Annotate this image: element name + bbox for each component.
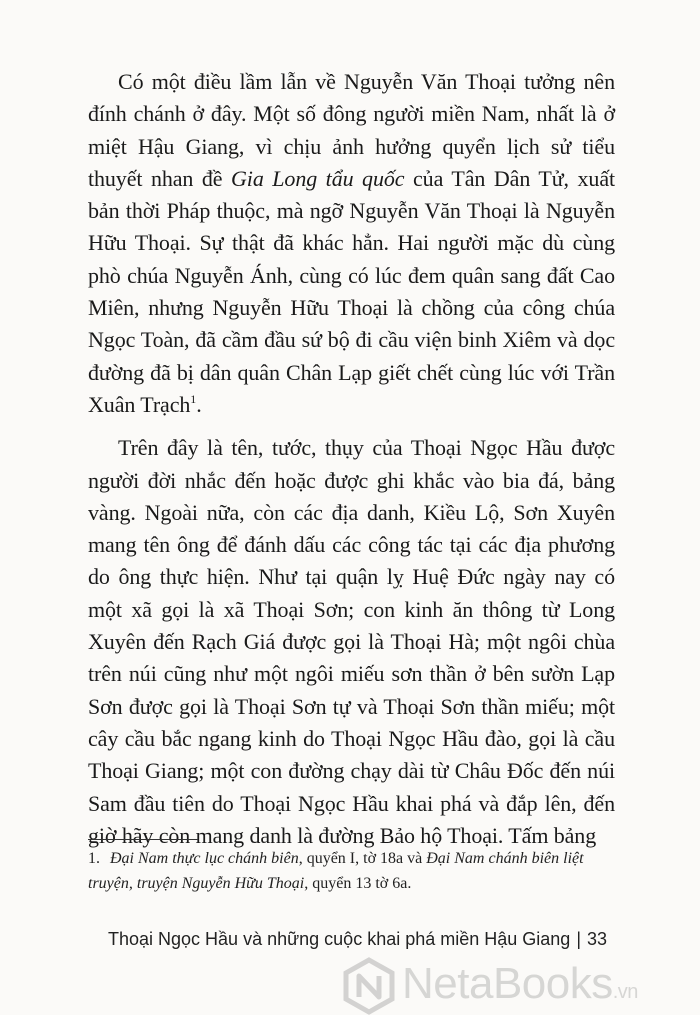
watermark-tld: .vn	[612, 981, 638, 1003]
paragraph-2: Trên đây là tên, tước, thụy của Thoại Ngọc Hầu được người đời nhắc đến hoặc được ghi khắc vào bia đá, bảng vàng. Ngoài nữa, còn các địa danh, Kiều Lộ, Sơn Xuyên mang tên ông để đánh dấu các công tác tại các địa phương do ông thực hiện. Như tại quận lỵ Huệ Đức ngày nay có một xã gọi là xã Thoại Sơn; con kinh ăn thông từ Long Xuyên đến Rạch Giá được gọi là Thoại Hà; một ngôi chùa trên núi cũng như một ngôi miếu sơn thần ở bên sườn Lạp Sơn được gọi là Thoại Sơn tự và Thoại Sơn thần miếu; một cây cầu bắc ngang kinh do Thoại Ngọc Hầu đào, gọi là cầu Thoại Giang; một con đường chạy dài từ Châu Đốc đến núi Sam đầu tiên do Thoại Ngọc Hầu khai phá và đắp lên, đến giờ hãy còn mang danh là đường Bảo hộ Thoại. Tấm bảng	[88, 435, 615, 848]
running-footer-separator: |	[576, 929, 582, 949]
paragraph-1-text-a: Có một điều lầm lẫn về Nguyễn Văn Thoại tưởng nên đính chánh ở đây. Một số đông người miền Nam, nhất là ở miệt Hậu Giang, vì chịu ảnh hưởng quyển lịch sử tiểu thuyết nhan đề	[88, 69, 615, 191]
watermark	[340, 957, 680, 1013]
watermark-brand: NetaBooks	[402, 959, 613, 1008]
footnote-reference: 1	[190, 391, 197, 406]
footnote-divider	[88, 839, 198, 840]
footnote-title-1: Đại Nam thực lục chánh biên	[110, 850, 299, 867]
book-title-gia-long: Gia Long tẩu quốc	[231, 165, 405, 191]
watermark-text	[402, 959, 638, 1009]
paragraph-1-text-c: của Tân Dân Tử, xuất bản thời Pháp thuộc, mà ngỡ Nguyễn Văn Thoại là Nguyễn Hữu Thoại. Sự thật đã khác hẳn. Hai người mặc dù cùng phò chúa Nguyễn Ánh, cùng có lúc đem quân sang đất Cao Miên, nhưng Nguyễn Hữu Thoại là chồng của công chúa Ngọc Toàn, đã cầm đầu sứ bộ đi cầu viện binh Xiêm và dọc đường đã bị dân quân Chân Lạp giết chết cùng lúc với Trần Xuân Trạch	[88, 165, 615, 417]
footnote-title-2: Đại Nam chánh biên liệt truyện, truyện Nguyễn Hữu Thoại	[88, 850, 584, 892]
body-text	[88, 66, 615, 863]
footnote-end: , quyển 13 tờ 6a.	[304, 875, 412, 892]
paragraph-1	[88, 66, 615, 421]
footnote-number: 1.	[88, 850, 100, 867]
paragraph-1-text-d: .	[196, 391, 202, 417]
running-footer	[108, 929, 628, 950]
footnote-mid: , quyển I, tờ 18a và	[298, 850, 427, 867]
footnote	[88, 846, 628, 896]
netabooks-logo-icon	[340, 957, 398, 1015]
page-number: 33	[587, 929, 608, 949]
running-footer-title: Thoại Ngọc Hầu và những cuộc khai phá miền Hậu Giang	[108, 929, 571, 949]
